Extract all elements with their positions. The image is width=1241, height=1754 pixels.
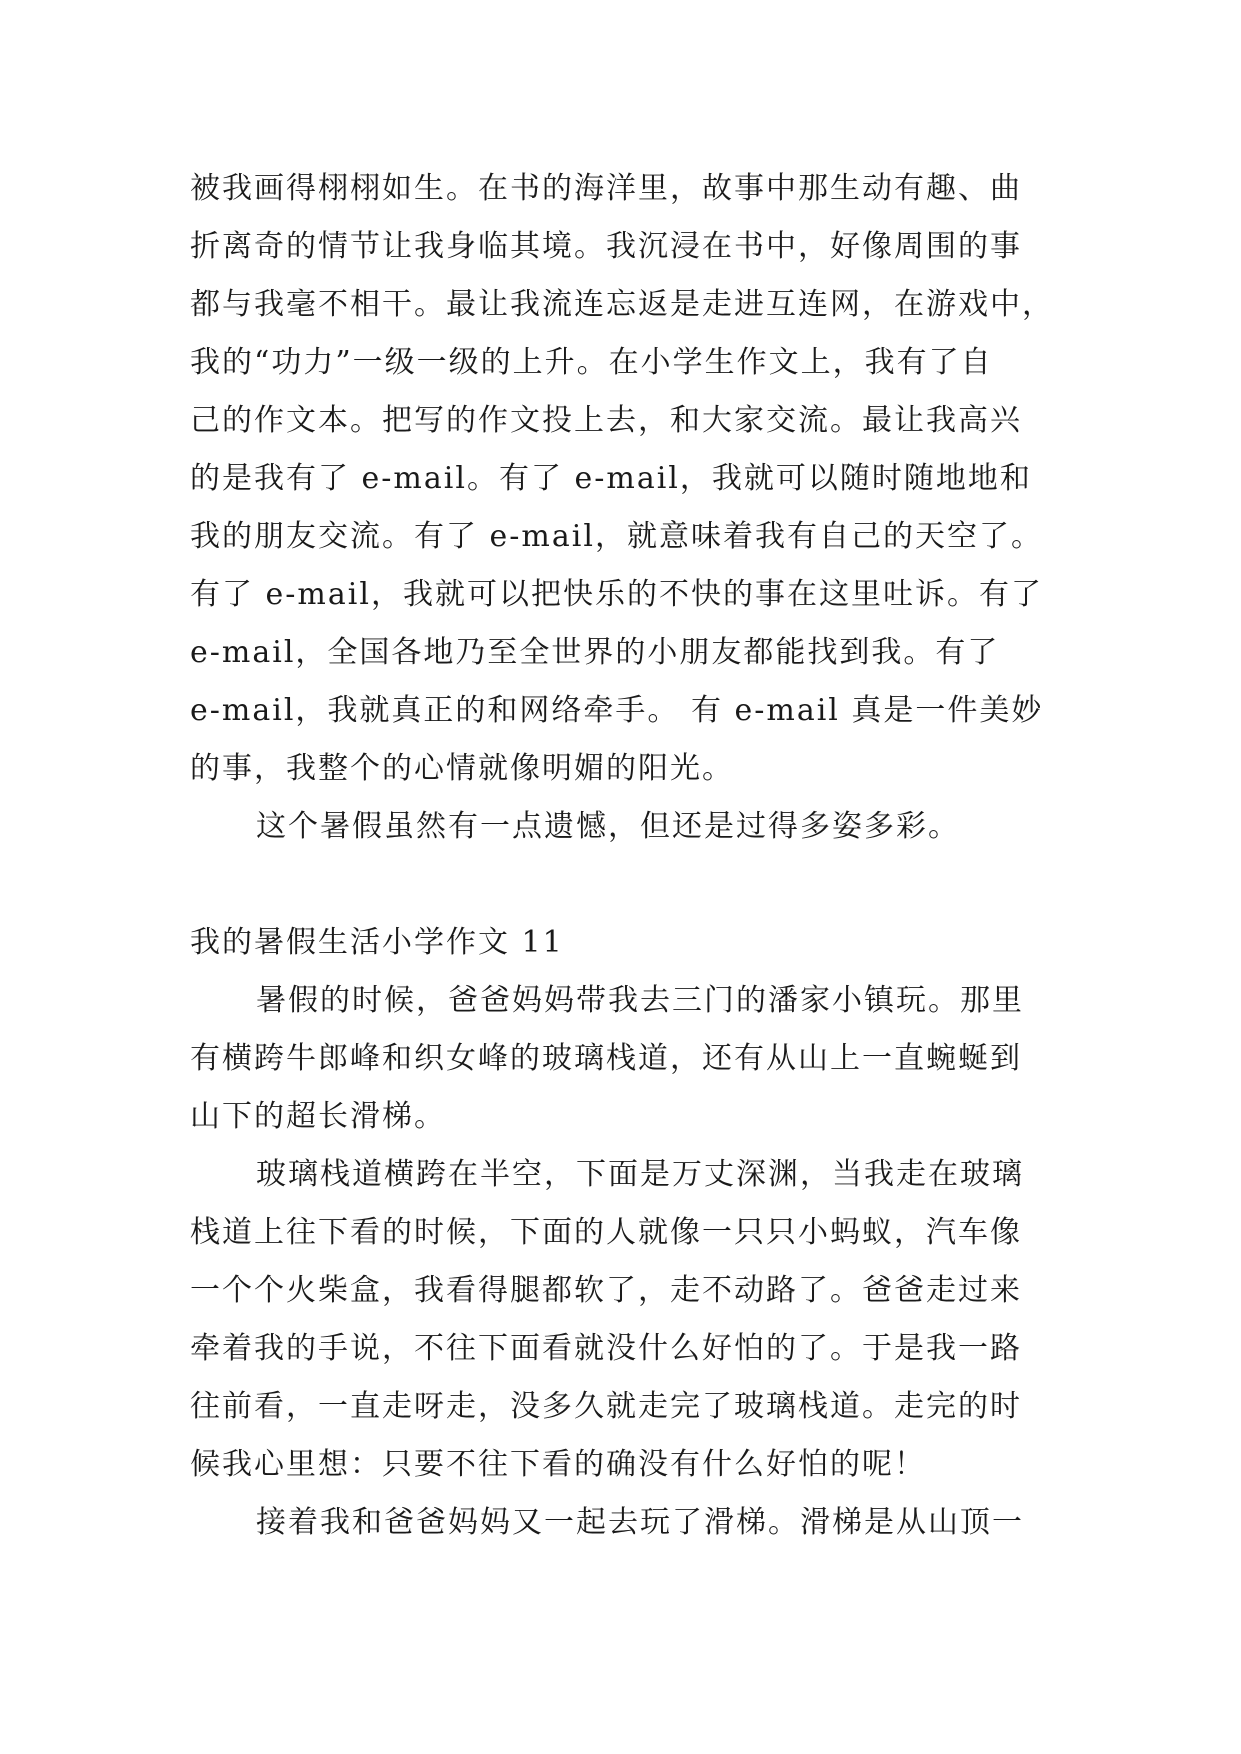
section-gap [190, 856, 1070, 914]
paragraph-1 [190, 972, 1070, 1146]
text-line: 的事，我整个的心情就像明媚的阳光。 [190, 751, 734, 786]
text-line: 被我画得栩栩如生。在书的海洋里，故事中那生动有趣、曲 [190, 171, 1022, 206]
text-line: 接着我和爸爸妈妈又一起去玩了滑梯。滑梯是从山顶一 [256, 1505, 1024, 1540]
text-line: 山下的超长滑梯。 [190, 1099, 446, 1134]
text-line: 候我心里想：只要不往下看的确没有什么好怕的呢！ [190, 1447, 926, 1482]
document-body [190, 160, 1070, 1552]
text-line: 一个个火柴盒，我看得腿都软了，走不动路了。爸爸走过来 [190, 1273, 1022, 1308]
paragraph-2 [190, 1146, 1070, 1494]
text-line: 暑假的时候，爸爸妈妈带我去三门的潘家小镇玩。那里 [256, 983, 1024, 1018]
text-line: 己的作文本。把写的作文投上去，和大家交流。最让我高兴 [190, 403, 1022, 438]
text-line: e-mail，全国各地乃至全世界的小朋友都能找到我。有了 [190, 635, 1000, 670]
text-line: 折离奇的情节让我身临其境。我沉浸在书中，好像周围的事 [190, 229, 1022, 264]
summary-paragraph: 这个暑假虽然有一点遗憾，但还是过得多姿多彩。 [256, 809, 960, 844]
paragraph-3 [190, 1494, 1070, 1552]
paragraph-continued [190, 160, 1070, 798]
text-line: 牵着我的手说，不往下面看就没什么好怕的了。于是我一路 [190, 1331, 1022, 1366]
text-line: 有横跨牛郎峰和织女峰的玻璃栈道，还有从山上一直蜿蜒到 [190, 1041, 1022, 1076]
text-line: 栈道上往下看的时候，下面的人就像一只只小蚂蚁，汽车像 [190, 1215, 1022, 1250]
text-line: 玻璃栈道横跨在半空，下面是万丈深渊，当我走在玻璃 [256, 1157, 1024, 1192]
text-line: e-mail，我就真正的和网络牵手。 有 e-mail 真是一件美妙 [190, 693, 1044, 728]
text-line: 都与我毫不相干。最让我流连忘返是走进互连网，在游戏中， [190, 287, 1054, 322]
text-line: 我的“功力”一级一级的上升。在小学生作文上，我有了自 [190, 345, 993, 380]
text-line: 往前看，一直走呀走，没多久就走完了玻璃栈道。走完的时 [190, 1389, 1022, 1424]
section-title: 我的暑假生活小学作文 11 [190, 925, 564, 960]
text-line: 的是我有了 e-mail。有了 e-mail，我就可以随时随地地和 [190, 461, 1032, 496]
text-line: 有了 e-mail，我就可以把快乐的不快的事在这里吐诉。有了 [190, 577, 1043, 612]
text-line: 我的朋友交流。有了 e-mail，就意味着我有自己的天空了。 [190, 519, 1043, 554]
